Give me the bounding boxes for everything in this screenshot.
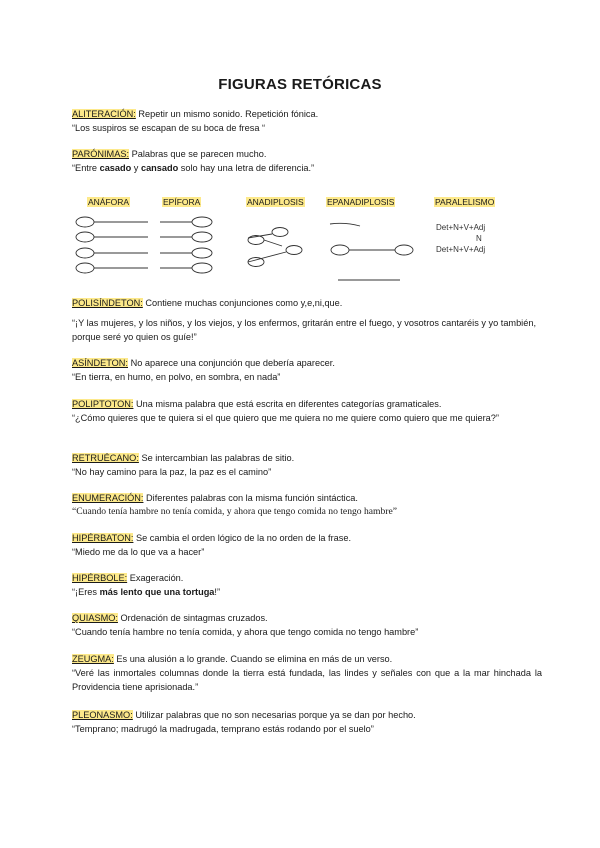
term-example: “No hay camino para la paz, la paz es el camino”: [72, 467, 272, 477]
term-example: “Cuando tenía hambre no tenía comida, y ahora que tengo comida no tengo hambre”: [72, 506, 398, 517]
paralelismo-line: Det+N+V+Adj: [436, 223, 486, 232]
term-hiperbaton: [72, 531, 542, 559]
paralelismo-formula: [436, 222, 496, 255]
term-example: “Cuando tenía hambre no tenía comida, y ahora que tengo comida no tengo hambre”: [72, 627, 419, 637]
term-name: HIPÉRBATON:: [72, 533, 134, 543]
term-definition: Diferentes palabras con la misma función sintáctica.: [146, 493, 358, 503]
term-example: “Temprano; madrugó la madrugada, temprano estás rodando por el suelo”: [72, 724, 374, 734]
term-name: POLIPTOTON:: [72, 399, 134, 409]
term-name: ASÍNDETON:: [72, 358, 128, 368]
term-enumeracion: [72, 491, 542, 519]
term-name: POLISÍNDETON:: [72, 298, 143, 308]
term-asindeton: [72, 356, 542, 384]
term-definition: Ordenación de sintagmas cruzados.: [120, 613, 268, 623]
term-definition: Exageración.: [129, 573, 184, 583]
term-definition: Palabras que se parecen mucho.: [131, 149, 267, 159]
diagram-header-anadiplosis: ANADIPLOSIS: [247, 197, 304, 207]
term-aliteracion: [72, 107, 542, 135]
term-example: “Veré las inmortales columnas donde la tierra está fundada, las lindes y señales con que a la mar hinchada la Providencia tiene aprisionada.”: [72, 668, 542, 692]
term-example: “¡Eres más lento que una tortuga!”: [72, 587, 221, 597]
term-definition: Se intercambian las palabras de sitio.: [141, 453, 295, 463]
term-paronimas: [72, 147, 542, 175]
diagram-header-epifora: EPÍFORA: [163, 197, 201, 207]
term-example: “Entre casado y cansado solo hay una letra de diferencia.”: [72, 163, 315, 173]
term-pleonasmo: [72, 708, 542, 736]
term-example: “Los suspiros se escapan de su boca de fresa “: [72, 123, 266, 133]
term-definition: Una misma palabra que está escrita en diferentes categorías gramaticales.: [136, 399, 442, 409]
term-quiasmo: [72, 611, 542, 639]
term-definition: Repetir un mismo sonido. Repetición fónica.: [138, 109, 319, 119]
figures-diagram: [60, 210, 420, 290]
term-example: “¿Cómo quieres que te quiera si el que quiero que me quiera no me quiere como quiero que me quiera?”: [72, 413, 499, 423]
paralelismo-line: N: [476, 234, 482, 243]
term-example: “Miedo me da lo que va a hacer”: [72, 547, 205, 557]
term-definition: Se cambia el orden lógico de la no orden de la frase.: [136, 533, 352, 543]
term-name: QUIASMO:: [72, 613, 118, 623]
term-definition: Utilizar palabras que no son necesarias porque ya se dan por hecho.: [135, 710, 416, 720]
term-definition: Contiene muchas conjunciones como y,e,ni,que.: [145, 298, 343, 308]
paralelismo-line: Det+N+V+Adj: [436, 245, 486, 254]
term-poliptoton: [72, 397, 542, 425]
diagram-header-anafora: ANÁFORA: [88, 197, 130, 207]
term-hiperbole: [72, 571, 542, 599]
term-definition: No aparece una conjunción que debería aparecer.: [130, 358, 335, 368]
term-name: ENUMERACIÓN:: [72, 493, 144, 503]
term-name: PLEONASMO:: [72, 710, 133, 720]
term-name: HIPÉRBOLE:: [72, 573, 128, 583]
term-polisindeton: [72, 296, 542, 344]
term-name: ZEUGMA:: [72, 654, 114, 664]
diagram-header-paralelismo: PARALELISMO: [435, 197, 495, 207]
diagram-header-epanadiplosis: EPANADIPLOSIS: [327, 197, 395, 207]
term-name: PARÓNIMAS:: [72, 149, 130, 159]
term-example: “En tierra, en humo, en polvo, en sombra, en nada”: [72, 372, 281, 382]
term-name: ALITERACIÓN:: [72, 109, 136, 119]
term-zeugma: [72, 652, 542, 694]
term-retruecano: [72, 451, 542, 479]
page-title: FIGURAS RETÓRICAS: [218, 76, 382, 93]
term-example: “¡Y las mujeres, y los niños, y los viejos, y los enfermos, gritarán entre el fuego, y vosotros cantaréis y yo también, porque seré yo quien os guíe!”: [72, 318, 536, 342]
term-name: RETRUÉCANO:: [72, 453, 139, 463]
term-definition: Es una alusión a lo grande. Cuando se elimina en más de un verso.: [116, 654, 393, 664]
